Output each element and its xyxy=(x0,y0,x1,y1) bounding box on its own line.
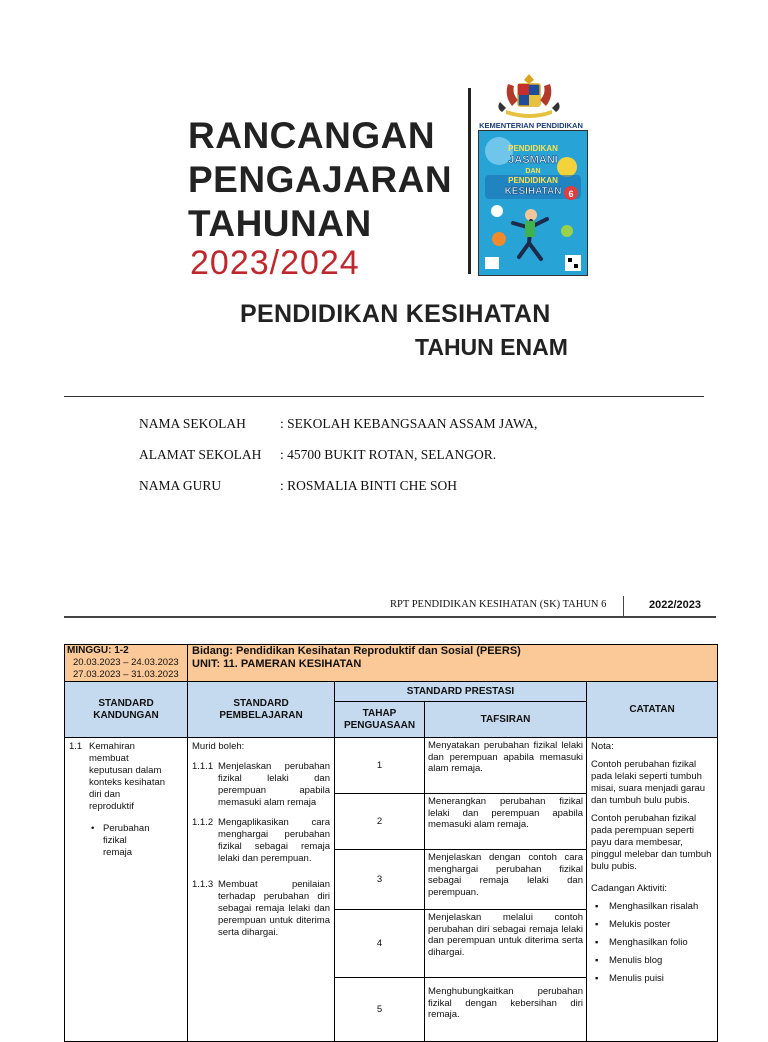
info-value: : 45700 BUKIT ROTAN, SELANGOR. xyxy=(280,447,497,462)
aktiviti-text: Melukis poster xyxy=(609,919,671,930)
book-title-line-3: DAN xyxy=(525,168,541,175)
title-divider xyxy=(468,88,471,274)
sp-item xyxy=(192,761,330,809)
tahap-cell: 1 xyxy=(335,738,425,794)
tafsiran-cell: Menerangkan perubahan fizikal lelaki dan perempuan apabila memasuki alam remaja. xyxy=(425,794,587,850)
tafsiran-cell: Menyatakan perubahan fizikal lelaki dan perempuan apabila memasuki alam remaja. xyxy=(425,738,587,794)
header-standard-pembelajaran: STANDARD PEMBELAJARAN xyxy=(188,682,335,738)
catatan-note-label: Nota: xyxy=(591,741,614,752)
sk-number: 1.1 xyxy=(69,741,83,752)
aktiviti-item xyxy=(595,901,713,913)
academic-year: 2023/2024 xyxy=(190,244,360,282)
header-tahap-penguasaan: TAHAP PENGUASAAN xyxy=(335,702,425,738)
textbook-cover-image xyxy=(478,130,588,276)
header-standard-prestasi: STANDARD PRESTASI xyxy=(335,682,587,702)
tafsiran-cell: Menjelaskan dengan contoh cara menghargai perubahan fizikal sebagai remaja lelaki dan perempuan. xyxy=(425,850,587,910)
bullet-icon: ▪ xyxy=(595,955,599,966)
aktiviti-label: Cadangan Aktiviti: xyxy=(591,883,668,894)
aktiviti-text: Menulis blog xyxy=(609,955,663,966)
week-label: MINGGU: 1-2 xyxy=(67,645,129,656)
standard-kandungan-cell xyxy=(65,738,188,1042)
tahap-cell: 4 xyxy=(335,910,425,978)
catatan-cell xyxy=(587,738,718,1042)
sp-item xyxy=(192,817,330,865)
subject-title: PENDIDIKAN KESIHATAN xyxy=(240,300,551,328)
week-date: 20.03.2023 – 24.03.2023 xyxy=(73,657,179,668)
book-title-line-5: KESIHATAN xyxy=(504,186,562,197)
ministry-label: KEMENTERIAN PENDIDIKAN xyxy=(479,121,583,130)
textbook-illustration xyxy=(479,131,587,275)
tahap-cell: 3 xyxy=(335,850,425,910)
header-catatan: CATATAN xyxy=(587,682,718,738)
info-label: NAMA SEKOLAH xyxy=(139,416,246,431)
header-tafsiran: TAFSIRAN xyxy=(425,702,587,738)
table-header-row xyxy=(65,682,718,702)
book-title-line-2: JASMANI xyxy=(508,154,558,166)
aktiviti-item xyxy=(595,973,713,985)
bullet-icon: ▪ xyxy=(595,901,599,912)
bullet-icon: ▪ xyxy=(595,937,599,948)
info-row-school xyxy=(139,416,537,432)
sp-number: 1.1.1 xyxy=(192,761,214,772)
week-cell xyxy=(65,645,188,682)
sp-text: Membuat penilaian terhadap perubahan diri sebagai remaja lelaki dan perempuan untuk diterima serta dihargai. xyxy=(218,879,330,938)
sp-intro: Murid boleh: xyxy=(192,741,245,752)
book-title-line-1: PENDIDIKAN xyxy=(508,144,558,153)
week-date: 27.03.2023 – 31.03.2023 xyxy=(73,669,179,680)
title-line-2: PENGAJARAN xyxy=(188,159,453,200)
cover-divider xyxy=(64,396,704,397)
sk-item xyxy=(69,741,183,813)
page-header-title: RPT PENDIDIKAN KESIHATAN (SK) TAHUN 6 xyxy=(390,599,607,610)
book-grade: 6 xyxy=(568,189,574,199)
table-week-row xyxy=(65,645,718,682)
sp-number: 1.1.2 xyxy=(192,817,214,828)
sk-bullet-text: Perubahan fizikal remaja xyxy=(103,823,150,858)
sp-number: 1.1.3 xyxy=(192,879,214,890)
sp-text: Mengaplikasikan cara menghargai perubahan fizikal sebagai remaja lelaki dan perempuan. xyxy=(218,817,330,864)
info-row-address xyxy=(139,447,496,463)
catatan-note-female: Contoh perubahan fizikal pada perempuan seperti payu dara membesar, pinggul melebar dan tumbuh bulu pubis. xyxy=(591,813,712,872)
sp-item xyxy=(192,879,330,939)
info-row-teacher xyxy=(139,478,457,494)
header-standard-kandungan: STANDARD KANDUNGAN xyxy=(65,682,188,738)
title-line-3: TAHUNAN xyxy=(188,203,372,244)
info-value: : SEKOLAH KEBANGSAAN ASSAM JAWA, xyxy=(280,416,538,431)
catatan-note-male: Contoh perubahan fizikal pada lelaki seperti tumbuh misai, suara menjadi garau dan tumbuh bulu pubis. xyxy=(591,759,706,806)
info-label: ALAMAT SEKOLAH xyxy=(139,447,262,462)
sk-text: Kemahiran membuat keputusan dalam konteks kesihatan diri dan reproduktif xyxy=(89,741,166,812)
bullet-icon: • xyxy=(91,823,95,834)
bidang-label: Bidang: Pendidikan Kesihatan Reproduktif dan Sosial (PEERS) xyxy=(192,645,521,657)
bullet-icon: ▪ xyxy=(595,919,599,930)
unit-label: UNIT: 11. PAMERAN KESIHATAN xyxy=(192,658,362,670)
page-header-separator xyxy=(623,596,624,616)
book-title-line-4: PENDIDIKAN xyxy=(508,176,558,185)
aktiviti-text: Menghasilkan risalah xyxy=(609,901,699,912)
aktiviti-text: Menulis puisi xyxy=(609,973,664,984)
subject-level: TAHUN ENAM xyxy=(415,334,568,360)
title-line-1: RANCANGAN xyxy=(188,115,436,156)
rpt-table xyxy=(64,644,718,1042)
bullet-icon: ▪ xyxy=(595,973,599,984)
tafsiran-cell: Menjelaskan melalui contoh perubahan diri sebagai remaja lelaki dan perempuan untuk diterima serta dihargai. xyxy=(425,910,587,978)
standard-pembelajaran-cell xyxy=(188,738,335,1042)
info-value: : ROSMALIA BINTI CHE SOH xyxy=(280,478,458,493)
aktiviti-item xyxy=(595,919,713,931)
coat-of-arms-icon xyxy=(494,72,564,118)
aktiviti-text: Menghasilkan folio xyxy=(609,937,688,948)
page-header-year: 2022/2023 xyxy=(649,599,701,611)
sk-bullet xyxy=(91,823,183,859)
tafsiran-cell: Menghubungkaitkan perubahan fizikal dengan kebersihan diri remaja. xyxy=(425,978,587,1042)
aktiviti-item xyxy=(595,955,713,967)
tahap-cell: 2 xyxy=(335,794,425,850)
aktiviti-item xyxy=(595,937,713,949)
sp-text: Menjelaskan perubahan fizikal lelaki dan perempuan apabila memasuki alam remaja xyxy=(218,761,330,808)
document-title xyxy=(188,114,452,246)
table-row xyxy=(65,738,718,794)
bidang-cell xyxy=(188,645,718,682)
info-label: NAMA GURU xyxy=(139,478,222,493)
page-header-rule xyxy=(64,616,716,618)
tahap-cell: 5 xyxy=(335,978,425,1042)
